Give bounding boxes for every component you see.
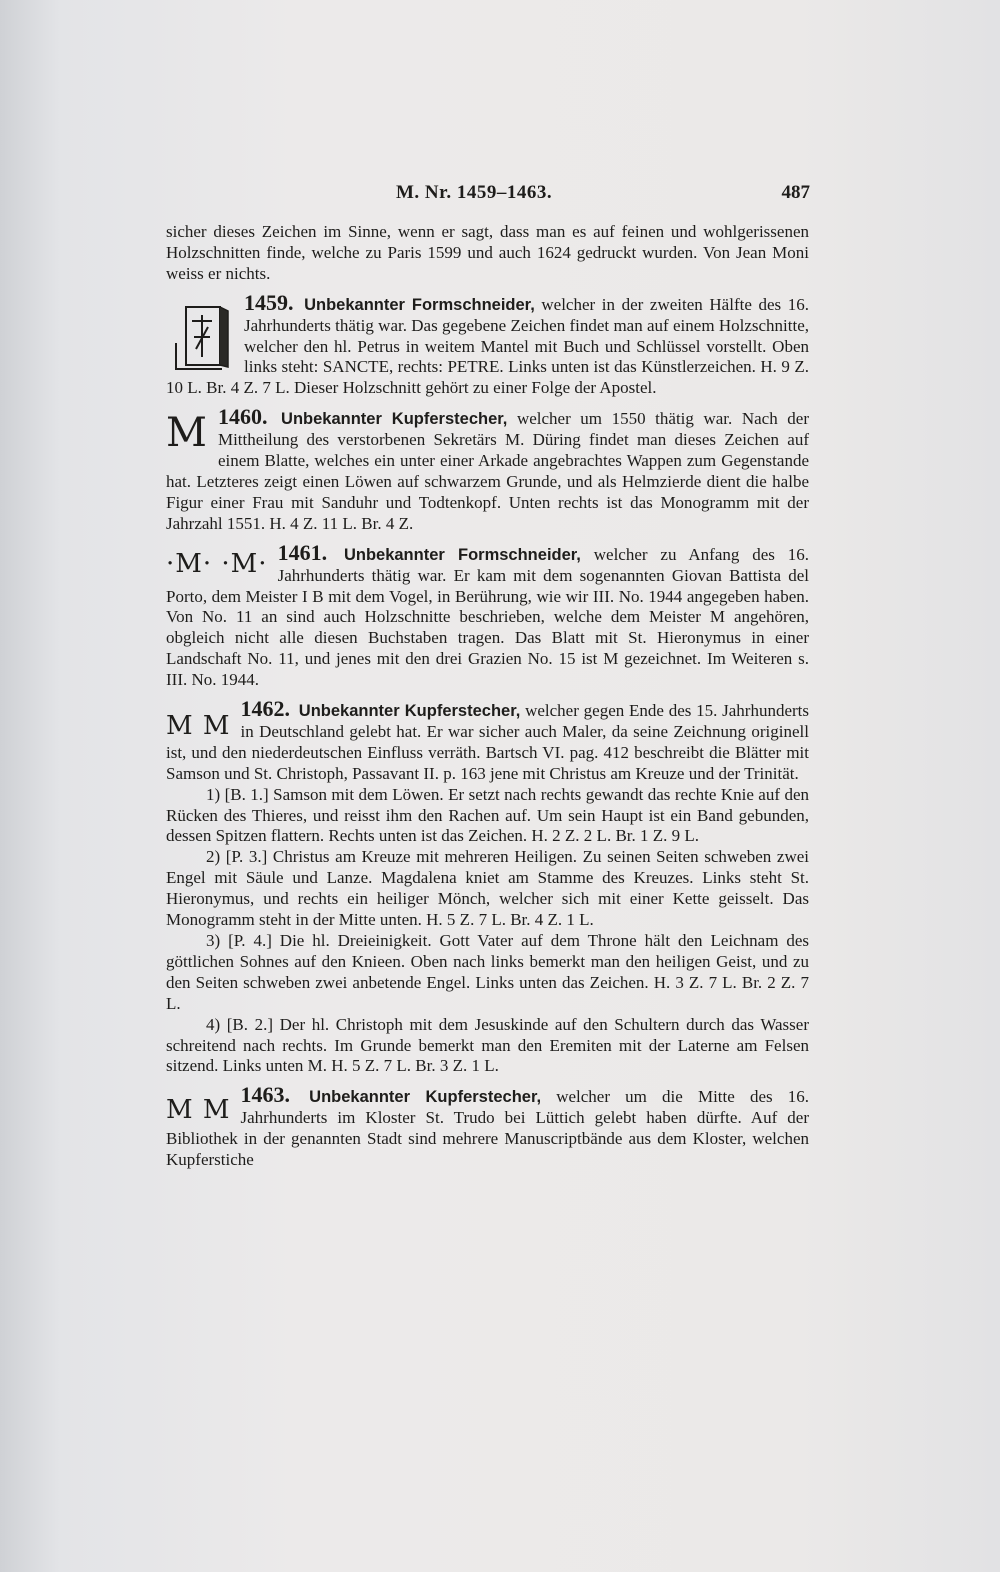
page-header	[168, 180, 808, 210]
entry-heading: Unbekannter Kupferstecher,	[309, 1088, 542, 1107]
monogram-1463: M M	[166, 1095, 231, 1126]
entry-number: 1460.	[217, 404, 268, 430]
entry-1462	[166, 696, 810, 785]
monogram-1460: M	[166, 410, 208, 457]
entry-heading: Unbekannter Formschneider,	[304, 295, 535, 314]
intro-paragraph: sicher dieses Zeichen im Sinne, wenn er sagt, dass man es auf feinen und wohlgerissenen Holzschnitten finde, welche zu Paris 1599 und auch 1624 gedruckt wurden. Von Jean Moni weiss er nichts.	[166, 222, 809, 283]
list-item: 4) [B. 2.] Der hl. Christoph mit dem Jesuskinde auf den Schultern durch das Wasser schreitend nach rechts. Im Grunde bemerkt man den Eremiten mit der Laterne am Felsen sitzend. Links unten M. H. 5 Z. 7 L. Br. 3 Z. 1 L.	[166, 1014, 809, 1076]
list-item: 2) [P. 3.] Christus am Kreuze mit mehreren Heiligen. Zu seinen Seiten schweben zwei Engel mit Säule und Lanze. Magdalena kniet am Stamme des Kreuzes. Links steht St. Hieronymus, und rechts ein heiliger Mönch, welcher sich mit einer Kette geisselt. Das Monogramm steht in der Mitte unten. H. 5 Z. 7 L. Br. 4 Z. 1 L.	[166, 847, 809, 930]
entry-number: 1463.	[240, 1082, 291, 1108]
entry-heading: Unbekannter Kupferstecher,	[281, 410, 508, 429]
entry-heading: Unbekannter Kupferstecher,	[298, 702, 521, 721]
running-head: M. Nr. 1459–1463.	[396, 182, 553, 203]
entry-body: welcher um 1550 thätig war. Nach der Mittheilung des verstorbenen Sekretärs M. Düring findet man dieses Zeichen auf einem Blatte, welches ein unter einer Arkade angebrachtes Wappen zum Gegenstande hat. Letzteres zeigt einen Löwen auf schwarzem Grunde, und als Helmzierde dient die halbe Figur einer Frau mit Sanduhr und Todtenkopf. Unten rechts ist das Monogramm mit der Jahrzahl 1551. H. 4 Z. 11 L. Br. 4 Z.	[166, 409, 810, 533]
entry-1463	[166, 1082, 810, 1171]
entry-heading: Unbekannter Formschneider,	[343, 545, 581, 564]
list-item: 3) [P. 4.] Die hl. Dreieinigkeit. Gott Vater auf dem Throne hält den Leichnam des göttlichen Sohnes auf den Knieen. Oben nach links bemerkt man den heiligen Geist, und zu den Seiten schweben zwei anbetende Engel. Links unten das Zeichen. H. 3 Z. 7 L. Br. 2 Z. 7 L.	[166, 931, 809, 1013]
entry-1459	[166, 289, 809, 400]
body-text	[166, 222, 809, 1171]
entry-number: 1462.	[240, 696, 291, 722]
entry-body: welcher zu Anfang des 16. Jahrhunderts thätig war. Er kam mit dem sogenannten Giovan Battista del Porto, dem Meister I B mit dem Vogel, in Berührung, wie wir III. No. 1944 angegeben haben. Von No. 11 an sind auch Holzschnitte beschrieben, welche dem Meister M angehören, obgleich nicht alle diesen Buchstaben tragen. Das Blatt mit St. Hieronymus in einer Landschaft No. 11, und jenes mit den drei Grazien No. 15 ist M gezeichnet. Im Weiteren s. III. No. 1944.	[166, 544, 810, 690]
entry-body: welcher in der zweiten Hälfte des 16. Jahrhunderts thätig war. Das gegebene Zeichen findet man auf einem Holzschnitte, welcher den hl. Petrus in weitem Mantel mit Buch und Schlüssel vorstellt. Oben links steht: SANCTE, rechts: PETRE. Links unten ist das Künstlerzeichen. H. 9 Z. 10 L. Br. 4 Z. 7 L. Dieser Holzschnitt gehört zu einer Folge der Apostel.	[166, 294, 809, 398]
list-item: 1) [B. 1.] Samson mit dem Löwen. Er setzt nach rechts gewandt das rechte Knie auf den Rücken des Thieres, und reisst ihm den Rachen auf. Um sein Haupt ist ein Band gebunden, dessen Spitzen flattern. Rechts unten ist das Zeichen. H. 2 Z. 2 L. Br. 1 Z. 9 L.	[166, 784, 809, 846]
page-number: 487	[781, 182, 810, 203]
entry-body: welcher um die Mitte des 16. Jahrhunderts im Kloster St. Trudo bei Lüttich gelebt haben dürfte. Auf der Bibliothek in der genannten Stadt sind mehrere Manuscriptbände aus dem Kloster, welchen Kupferstiche	[166, 1087, 810, 1170]
monogram-1462: M M	[166, 711, 231, 742]
monogram-1459-icon	[172, 297, 234, 371]
entry-number: 1459.	[244, 289, 294, 315]
entry-number: 1461.	[277, 539, 328, 565]
monogram-1461: ·M· ·M·	[166, 548, 268, 579]
entry-body: welcher gegen Ende des 15. Jahrhunderts in Deutschland gelebt hat. Er war sicher auch Maler, da seine Zeichnung originell ist, und den niederdeutschen Einfluss verräth. Bartsch VI. pag. 412 beschreibt die Blätter mit Samson und St. Christoph, Passavant II. p. 163 jene mit Christus am Kreuze und der Trinität.	[166, 701, 810, 783]
entry-1461	[166, 539, 810, 691]
entry-1460	[166, 404, 810, 534]
